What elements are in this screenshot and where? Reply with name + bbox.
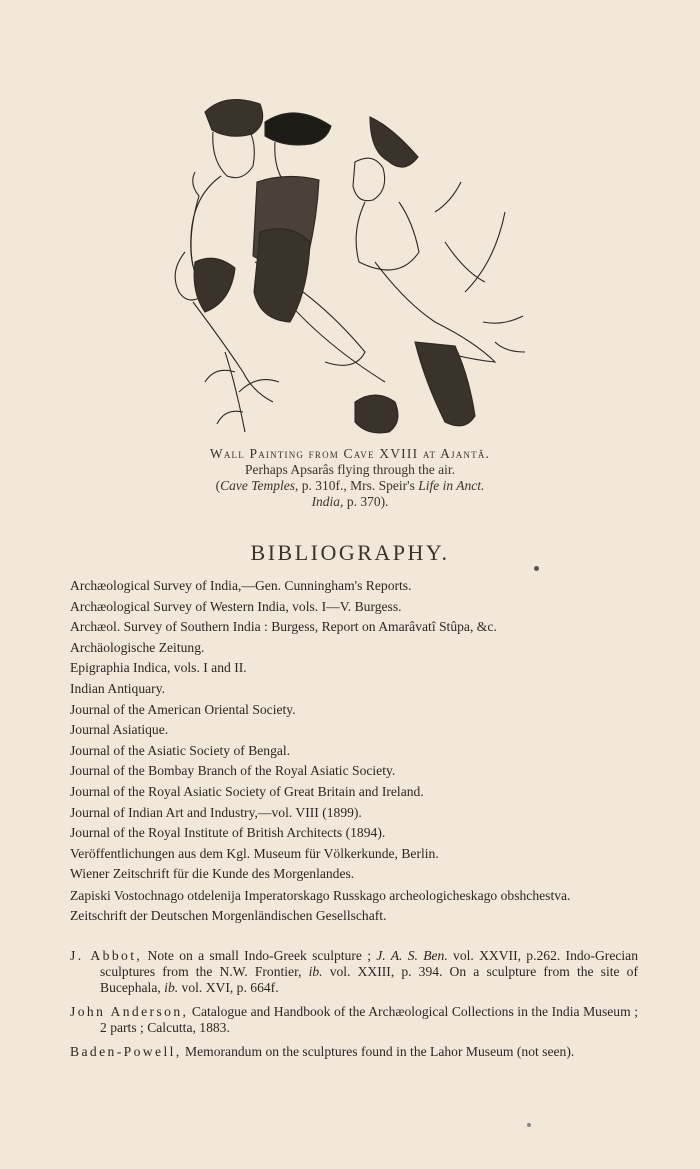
list-item: Journal of the Royal Institute of British Architects (1894). [70, 825, 386, 841]
author-entry-abbot: J. Abbot, Note on a small Indo-Greek sculpture ; J. A. S. Ben. vol. XXVII, p.262. Indo-Grecian sculptures from the N.W. Frontier, ib. vol. XXIII, p. 394. On a sculpture from the site of Bucephala, ib. vol. XVI, p. 664f. [70, 948, 639, 995]
author-entry-baden-powell: Baden-Powell, Memorandum on the sculptures found in the Lahor Museum (not seen). [70, 1044, 575, 1059]
caption-line-3: (Cave Temples, p. 310f., Mrs. Speir's Life in Anct. [215, 478, 485, 493]
list-item: Journal of the Royal Asiatic Society of Great Britain and Ireland. [70, 783, 424, 799]
list-item: Archæol. Survey of Southern India : Burgess, Report on Amarâvatî Stûpa, &c. [70, 619, 497, 635]
list-item: Epigraphia Indica, vols. I and II. [70, 660, 247, 676]
author-entries [70, 948, 638, 1068]
ink-dot [527, 1123, 531, 1127]
caption-line-4: India, p. 370). [311, 494, 389, 509]
list-item: Journal of the Asiatic Society of Bengal. [70, 742, 291, 758]
list-item: Zapiski Vostochnago otdelenija Imperatorskago Russkago archeologicheskago obshchestva. [70, 887, 571, 903]
list-item: Indian Antiquary. [70, 680, 166, 696]
bibliography-list [70, 576, 650, 927]
list-item: Archæological Survey of Western India, vols. I—V. Burgess. [70, 598, 402, 614]
list-item: Journal of the American Oriental Society. [70, 701, 296, 717]
caption-line-2: Perhaps Apsarâs flying through the air. [245, 462, 455, 477]
wall-painting-illustration [165, 92, 535, 444]
list-item: Archäologische Zeitung. [70, 639, 205, 655]
list-item: Journal Asiatique. [70, 722, 169, 738]
figure-caption [150, 446, 550, 510]
list-item: Zeitschrift der Deutschen Morgenländischen Gesellschaft. [70, 907, 387, 923]
author-entry-anderson: John Anderson, Catalogue and Handbook of the Archæological Collections in the India Museum ; 2 parts ; Calcutta, 1883. [70, 1004, 638, 1035]
list-item: Journal of the Bombay Branch of the Royal Asiatic Society. [70, 763, 396, 779]
ink-dot [534, 566, 539, 571]
page-heading: BIBLIOGRAPHY. [250, 540, 450, 565]
list-item: Journal of Indian Art and Industry,—vol. VIII (1899). [70, 804, 362, 820]
list-item: Archæological Survey of India,—Gen. Cunningham's Reports. [70, 578, 412, 593]
list-item: Veröffentlichungen aus dem Kgl. Museum für Völkerkunde, Berlin. [70, 845, 439, 861]
list-item: Wiener Zeitschrift für die Kunde des Morgenlandes. [70, 866, 355, 882]
caption-title: Wall Painting from Cave XVIII at Ajantâ. [209, 446, 491, 461]
